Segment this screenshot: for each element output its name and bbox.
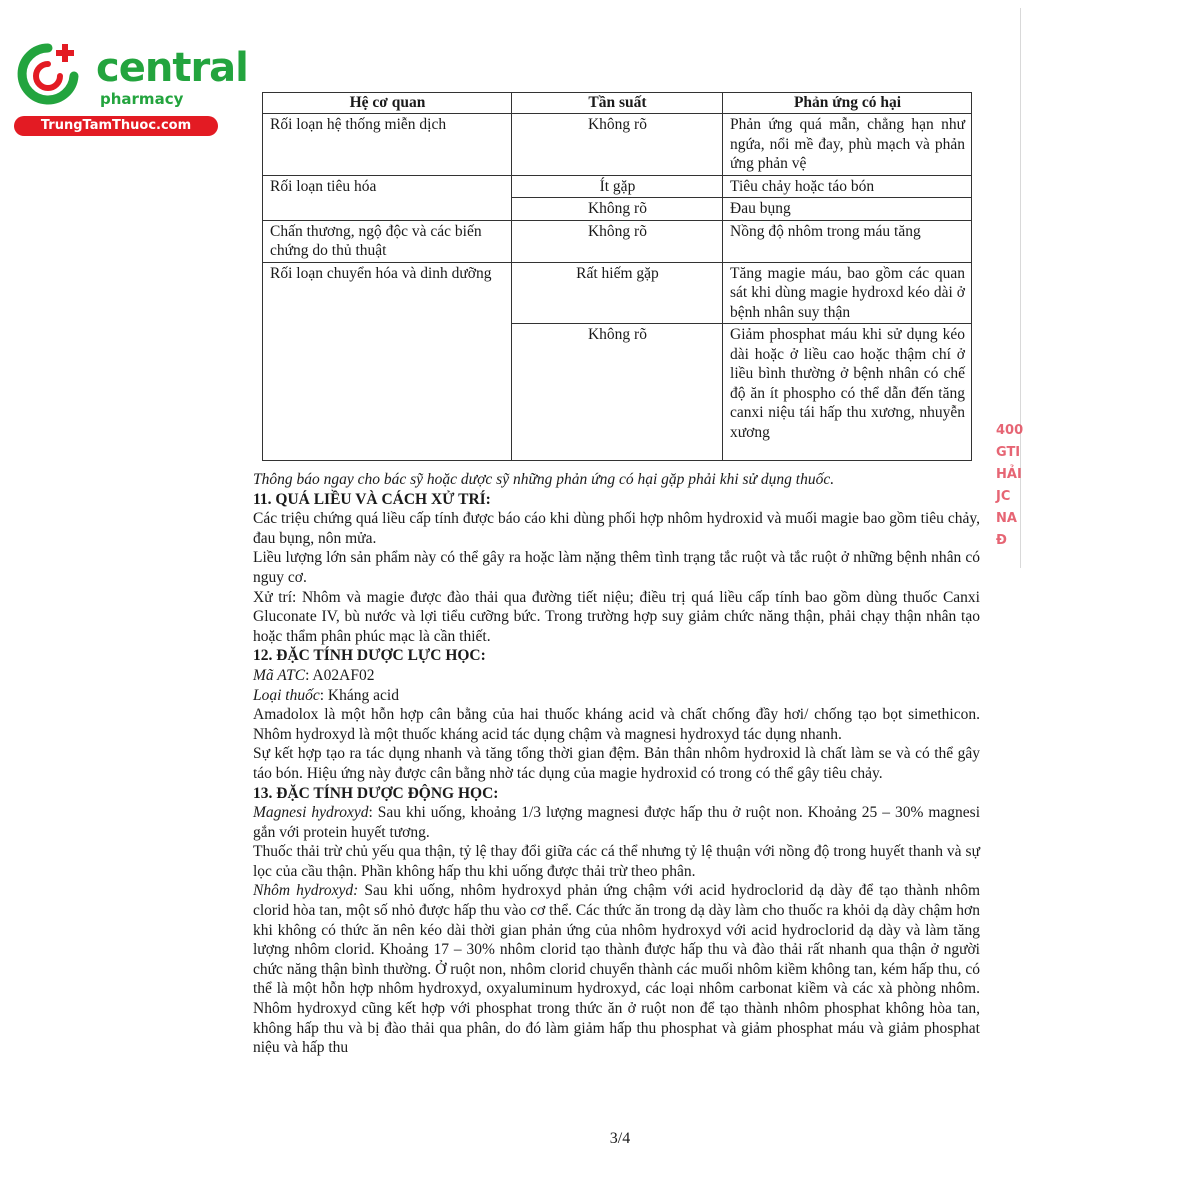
header-system: Hệ cơ quan: [263, 93, 512, 114]
cell-reaction: Tăng magie máu, bao gồm các quan sát khi dùng magie hydroxd kéo dài ở bệnh nhân suy thận: [723, 262, 972, 324]
page-number: 3/4: [609, 1130, 631, 1147]
stamp-line: GTI: [996, 445, 1021, 460]
section-12-paragraph: Amadolox là một hỗn hợp cân bằng của hai thuốc kháng acid và chất chống đầy hơi/ chống tạo bọt simethicon. Nhôm hydroxyd là một thuốc kháng acid tác dụng chậm và magnesi hydroxyd tác dụng nhanh.: [253, 706, 980, 743]
cell-system: Rối loạn tiêu hóa: [263, 175, 512, 220]
section-13-paragraph: Thuốc thải trừ chủ yếu qua thận, tỷ lệ thay đổi giữa các cá thể nhưng tỷ lệ thuận với nồng độ trong huyết thanh và sự lọc của cầu thận. Phần không hấp thu khi uống được thải trừ theo phân.: [253, 843, 980, 880]
header-reaction: Phản ứng có hại: [723, 93, 972, 114]
cell-system: Chấn thương, ngộ độc và các biến chứng do thủ thuật: [263, 220, 512, 262]
section-11-paragraph: Các triệu chứng quá liều cấp tính được báo cáo khi dùng phối hợp nhôm hydroxid và muối magie bao gồm tiêu chảy, đau bụng, nôn mửa.: [253, 510, 980, 547]
stamp-line: 400: [996, 423, 1024, 438]
magnesium-label: Magnesi hydroxyd: [253, 804, 369, 822]
cell-reaction: Nồng độ nhôm trong máu tăng: [723, 220, 972, 262]
cell-frequency: Không rõ: [511, 220, 722, 262]
brand-name: central: [96, 45, 248, 91]
drug-type-line: [253, 686, 980, 706]
pharmacy-cross-icon: [16, 42, 80, 106]
section-11-heading: 11. QUÁ LIỀU VÀ CÁCH XỬ TRÍ:: [253, 490, 491, 508]
table-row: [263, 114, 972, 176]
table-row: [263, 175, 972, 198]
cell-reaction: Phản ứng quá mẫn, chẳng hạn như ngứa, nổi mề đay, phù mạch và phản ứng phản vệ: [723, 114, 972, 176]
drug-type-value: : Kháng acid: [319, 686, 399, 704]
stamp-line: Đ: [996, 533, 1007, 548]
cell-system: Rối loạn chuyển hóa và dinh dưỡng: [263, 262, 512, 461]
section-12-heading: 12. ĐẶC TÍNH DƯỢC LỰC HỌC:: [253, 647, 486, 665]
cell-system: Rối loạn hệ thống miễn dịch: [263, 114, 512, 176]
aluminium-label: Nhôm hydroxyd:: [253, 882, 359, 900]
section-13-heading: 13. ĐẶC TÍNH DƯỢC ĐỘNG HỌC:: [253, 784, 499, 802]
table-header-row: [263, 93, 972, 114]
header-frequency: Tần suất: [511, 93, 722, 114]
adverse-reactions-table: [262, 92, 972, 461]
cell-frequency: Không rõ: [511, 324, 722, 461]
red-stamp: [996, 420, 1036, 570]
cell-reaction: Giảm phosphat máu khi sử dụng kéo dài hoặc ở liều cao hoặc thậm chí ở liều bình thường ở bệnh nhân có chế độ ăn ít phospho có thể dẫn đến tăng canxi niệu tái hấp thu xương, nhuyễn xương: [723, 324, 972, 461]
document-body: [253, 470, 980, 1058]
stamp-line: HẢI: [996, 467, 1022, 482]
table-row: [263, 220, 972, 262]
magnesium-paragraph: [253, 803, 980, 842]
brand-website: TrungTamThuoc.com: [14, 116, 218, 136]
drug-type-label: Loại thuốc: [253, 686, 320, 704]
section-12-paragraph: Sự kết hợp tạo ra tác dụng nhanh và tăng tổng thời gian đệm. Bản thân nhôm hydroxid là chất làm se và có thể gây táo bón. Hiệu ứng này được cân bằng nhờ tác dụng của magie hydroxid có trong có thể gây tiêu chảy.: [253, 745, 980, 782]
section-11-paragraph: Liều lượng lớn sản phẩm này có thể gây ra hoặc làm nặng thêm tình trạng tắc ruột và tắc ruột ở những bệnh nhân có nguy cơ.: [253, 549, 980, 586]
cell-frequency: Không rõ: [511, 198, 722, 221]
cell-frequency: Rất hiếm gặp: [511, 262, 722, 324]
section-11-paragraph: Xử trí: Nhôm và magie được đào thải qua đường tiết niệu; điều trị quá liều cấp tính bao gồm dùng thuốc Canxi Gluconate IV, bù nước và lợi tiểu cưỡng bức. Trong trường hợp suy giảm chức năng thận, phải chạy thận nhân tạo hoặc thẩm phân phúc mạc là cần thiết.: [253, 588, 980, 645]
magnesium-text: : Sau khi uống, khoảng 1/3 lượng magnesi được hấp thu ở ruột non. Khoảng 25 – 30% magnesi gắn với protein huyết tương.: [253, 804, 980, 841]
cell-reaction: Tiêu chảy hoặc táo bón: [723, 175, 972, 198]
aluminium-paragraph: [253, 881, 980, 1057]
notice-text: Thông báo ngay cho bác sỹ hoặc dược sỹ những phản ứng có hại gặp phải khi sử dụng thuốc.: [253, 471, 835, 488]
atc-line: [253, 666, 980, 686]
brand-subtitle: pharmacy: [100, 90, 184, 108]
atc-label: Mã ATC: [253, 666, 306, 684]
aluminium-text: Sau khi uống, nhôm hydroxyd phản ứng chậm với acid hydroclorid dạ dày để tạo thành nhôm clorid hòa tan, một số nhỏ được hấp thu vào cơ thể. Các thức ăn trong dạ dày làm cho thuốc ra khỏi dạ dày chậm hơn khi không có thức ăn nên kéo dài thời gian phản ứng của nhôm hydroxyd với acid hydroclorid dạ dày và làm tăng lượng nhôm clorid. Khoảng 17 – 30% nhôm clorid tạo thành được hấp thu và đào thải rất nhanh qua thận ở người chức năng thận bình thường. Ở ruột non, nhôm clorid chuyển thành các muối nhôm kiềm không tan, kém hấp thu, có thể là một hỗn hợp nhôm hydroxyd, oxyaluminum hydroxyd, các loại nhôm carbonat kiềm và các xà phòng nhôm. Nhôm hydroxyd cũng kết hợp với phosphat trong thức ăn ở ruột non để tạo thành nhôm phosphat không hòa tan, không hấp thu và bị đào thải qua phân, do đó làm giảm hấp thu phosphat và giảm phosphat máu và giảm phosphat niệu và hấp thu: [253, 882, 980, 1057]
stamp-line: JC: [996, 489, 1011, 504]
stamp-line: NA: [996, 511, 1017, 526]
brand-logo: [10, 36, 248, 136]
cell-frequency: Không rõ: [511, 114, 722, 176]
atc-value: : A02AF02: [305, 666, 375, 684]
cell-frequency: Ít gặp: [511, 175, 722, 198]
table-row: [263, 262, 972, 324]
cell-reaction: Đau bụng: [723, 198, 972, 221]
